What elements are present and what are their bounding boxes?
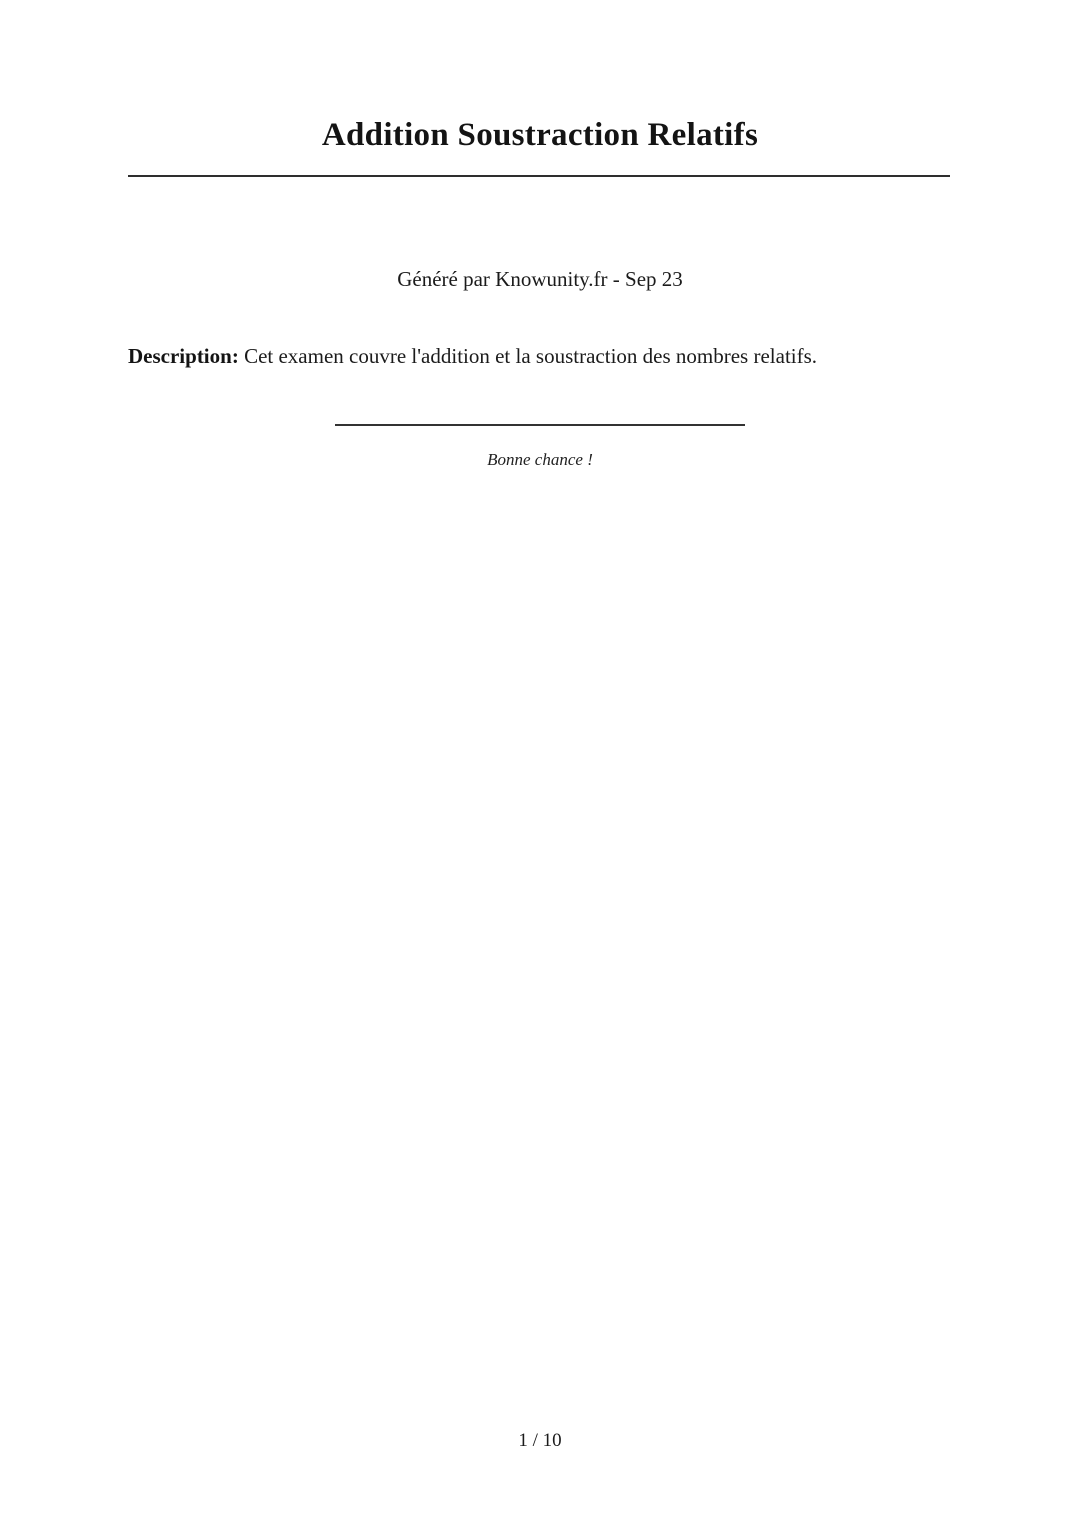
- good-luck-text: Bonne chance !: [487, 450, 593, 469]
- page-title: Addition Soustraction Relatifs: [321, 117, 759, 153]
- generated-by-line: Généré par Knowunity.fr - Sep 23: [397, 267, 683, 291]
- section-divider: [335, 424, 745, 426]
- title-divider: [128, 175, 950, 177]
- page-number: 1 / 10: [518, 1430, 562, 1451]
- description-line: [128, 341, 952, 371]
- description-text: Cet examen couvre l'addition et la soustraction des nombres relatifs.: [244, 344, 818, 368]
- description-label: Description:: [128, 344, 239, 368]
